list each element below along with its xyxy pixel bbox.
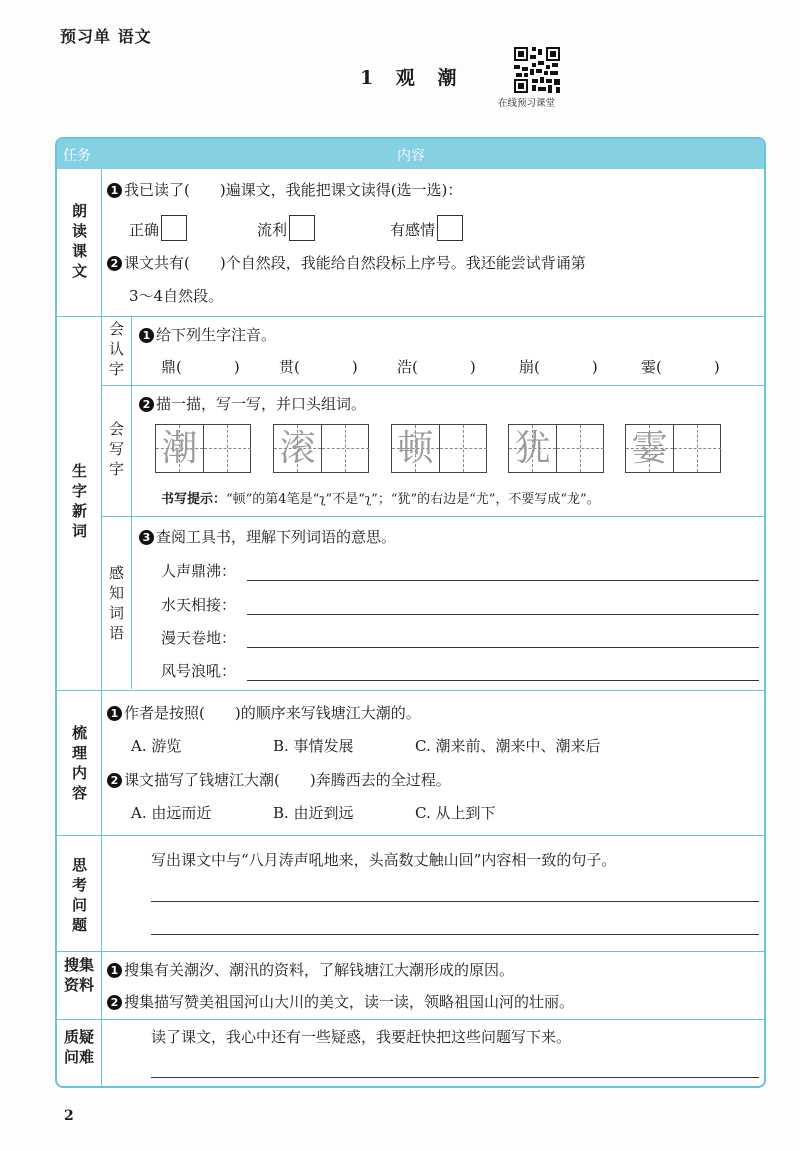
number-badge: 1	[107, 706, 122, 721]
pinyin-item[interactable]: 贯( )	[279, 358, 358, 376]
qr-caption: 在线预习课堂	[498, 98, 556, 109]
number-badge: 1	[139, 328, 154, 343]
divider	[57, 316, 764, 317]
pinyin-item[interactable]: 崩( )	[519, 358, 598, 376]
reading-q2-line2: 3～4自然段。	[129, 287, 224, 305]
pinyin-char: 鼎(	[161, 358, 182, 376]
choice-option[interactable]: C. 潮来前、潮来中、潮来后	[415, 737, 601, 755]
sub-label-words: 感 知 词 语	[109, 564, 125, 642]
answer-line[interactable]	[247, 614, 759, 615]
answer-line[interactable]	[151, 1077, 759, 1078]
reading-q2-text: 课文共有( )个自然段，我能给自然段标上序号。我还能尝试背诵第	[124, 254, 586, 272]
tian-grid[interactable]	[273, 424, 369, 473]
sub-label-write: 会 写 字	[109, 420, 125, 478]
trace-char: 犹	[514, 428, 551, 469]
divider	[101, 385, 764, 386]
trace-char: 顿	[397, 428, 434, 469]
answer-line[interactable]	[247, 647, 759, 648]
task-label-outline: 梳 理 内 容	[72, 724, 88, 802]
answer-line[interactable]	[247, 580, 759, 581]
tian-grid[interactable]	[155, 424, 251, 473]
think-prompt: 写出课文中与“八月涛声吼地来，头高数丈触山回”内容相一致的句子。	[151, 851, 617, 869]
number-badge: 1	[107, 183, 122, 198]
write-instruction	[139, 393, 366, 414]
option-label: 正确	[129, 221, 160, 239]
words-instruction	[139, 526, 396, 547]
pinyin-item[interactable]: 鼎( )	[161, 358, 240, 376]
divider	[57, 951, 764, 952]
choice-option[interactable]: B. 由近到远	[273, 804, 354, 822]
option-label: 流利	[257, 221, 288, 239]
divider	[101, 516, 764, 517]
table-header	[57, 139, 764, 169]
tian-grid[interactable]	[625, 424, 721, 473]
divider	[57, 690, 764, 691]
outline-q1	[107, 702, 421, 723]
pinyin-char: 贯(	[279, 358, 300, 376]
lesson-title: 1 观 潮	[360, 67, 465, 89]
divider	[101, 169, 102, 1086]
option-label: 有感情	[390, 221, 436, 239]
book-tag: 预习单 语文	[60, 27, 152, 46]
answer-line[interactable]	[151, 934, 759, 935]
header-content: 内容	[397, 148, 425, 164]
word-label: 人声鼎沸：	[161, 562, 237, 580]
number-badge: 2	[139, 397, 154, 412]
writing-tip-label: 书写提示：	[161, 492, 227, 507]
recognize-instruction-text: 给下列生字注音。	[156, 326, 277, 344]
task-label-think: 思 考 问 题	[72, 856, 88, 934]
outline-q1-text: 作者是按照( )的顺序来写钱塘江大潮的。	[124, 704, 421, 722]
option-fluent	[257, 215, 315, 241]
choice-option[interactable]: C. 从上到下	[415, 804, 496, 822]
divider	[57, 835, 764, 836]
outline-q2	[107, 769, 451, 790]
answer-line[interactable]	[151, 901, 759, 902]
checkbox[interactable]	[289, 215, 315, 241]
divider	[131, 317, 132, 689]
outline-q2-text: 课文描写了钱塘江大潮( )奔腾西去的全过程。	[124, 771, 451, 789]
word-label: 漫天卷地：	[161, 629, 237, 647]
choice-option[interactable]: A. 由远而近	[131, 804, 212, 822]
divider	[57, 1019, 764, 1020]
checkbox[interactable]	[437, 215, 463, 241]
pinyin-char: 霎(	[641, 358, 662, 376]
answer-line[interactable]	[247, 680, 759, 681]
trace-char: 滚	[279, 428, 316, 469]
page-number: 2	[64, 1108, 74, 1124]
word-label: 水天相接：	[161, 596, 237, 614]
word-label: 风号浪吼：	[161, 662, 237, 680]
tian-grid[interactable]	[508, 424, 604, 473]
number-badge: 2	[107, 256, 122, 271]
pinyin-item[interactable]: 浩( )	[397, 358, 476, 376]
option-correct	[129, 215, 187, 241]
recognize-instruction	[139, 324, 276, 345]
doubt-prompt: 读了课文，我心中还有一些疑惑，我要赶快把这些问题写下来。	[151, 1028, 572, 1046]
reading-q1-text: 我已读了( )遍课文，我能把课文读得(选一选)：	[124, 181, 463, 199]
choice-option[interactable]: B. 事情发展	[273, 737, 354, 755]
writing-tip-text: “顿”的第4笔是“ʅ”不是“ʅ”；“犹”的右边是“尤”，不要写成“龙”。	[226, 492, 600, 507]
task-label-vocab: 生 字 新 词	[72, 462, 88, 540]
pinyin-item[interactable]: 霎( )	[641, 358, 720, 376]
trace-char: 霎	[631, 428, 668, 469]
header-task: 任务	[63, 148, 91, 164]
pinyin-char: 浩(	[397, 358, 418, 376]
qr-code-icon[interactable]	[514, 47, 560, 93]
collect-item-text: 搜集有关潮汐、潮汛的资料，了解钱塘江大潮形成的原因。	[124, 961, 515, 979]
choice-option[interactable]: A. 游览	[131, 737, 182, 755]
reading-q1	[107, 179, 462, 200]
trace-char: 潮	[161, 428, 198, 469]
reading-q2	[107, 252, 586, 273]
checkbox[interactable]	[161, 215, 187, 241]
task-label-collect: 搜集 资料	[63, 956, 94, 994]
tian-grid[interactable]	[391, 424, 487, 473]
sub-label-recognize: 会 认 字	[109, 320, 125, 378]
task-label-reading: 朗 读 课 文	[72, 202, 88, 280]
task-label-doubt: 质疑 问难	[63, 1028, 94, 1066]
worksheet-table	[55, 137, 766, 1088]
pinyin-char: 崩(	[519, 358, 540, 376]
number-badge: 1	[107, 963, 122, 978]
number-badge: 2	[107, 773, 122, 788]
collect-item	[107, 991, 574, 1012]
collect-item	[107, 959, 514, 980]
write-instruction-text: 描一描，写一写，并口头组词。	[156, 395, 367, 413]
writing-tip	[161, 488, 600, 507]
number-badge: 2	[107, 995, 122, 1010]
words-instruction-text: 查阅工具书，理解下列词语的意思。	[156, 528, 397, 546]
collect-item-text: 搜集描写赞美祖国河山大川的美文，读一读，领略祖国山河的壮丽。	[124, 993, 575, 1011]
number-badge: 3	[139, 530, 154, 545]
option-emotion	[390, 215, 463, 241]
